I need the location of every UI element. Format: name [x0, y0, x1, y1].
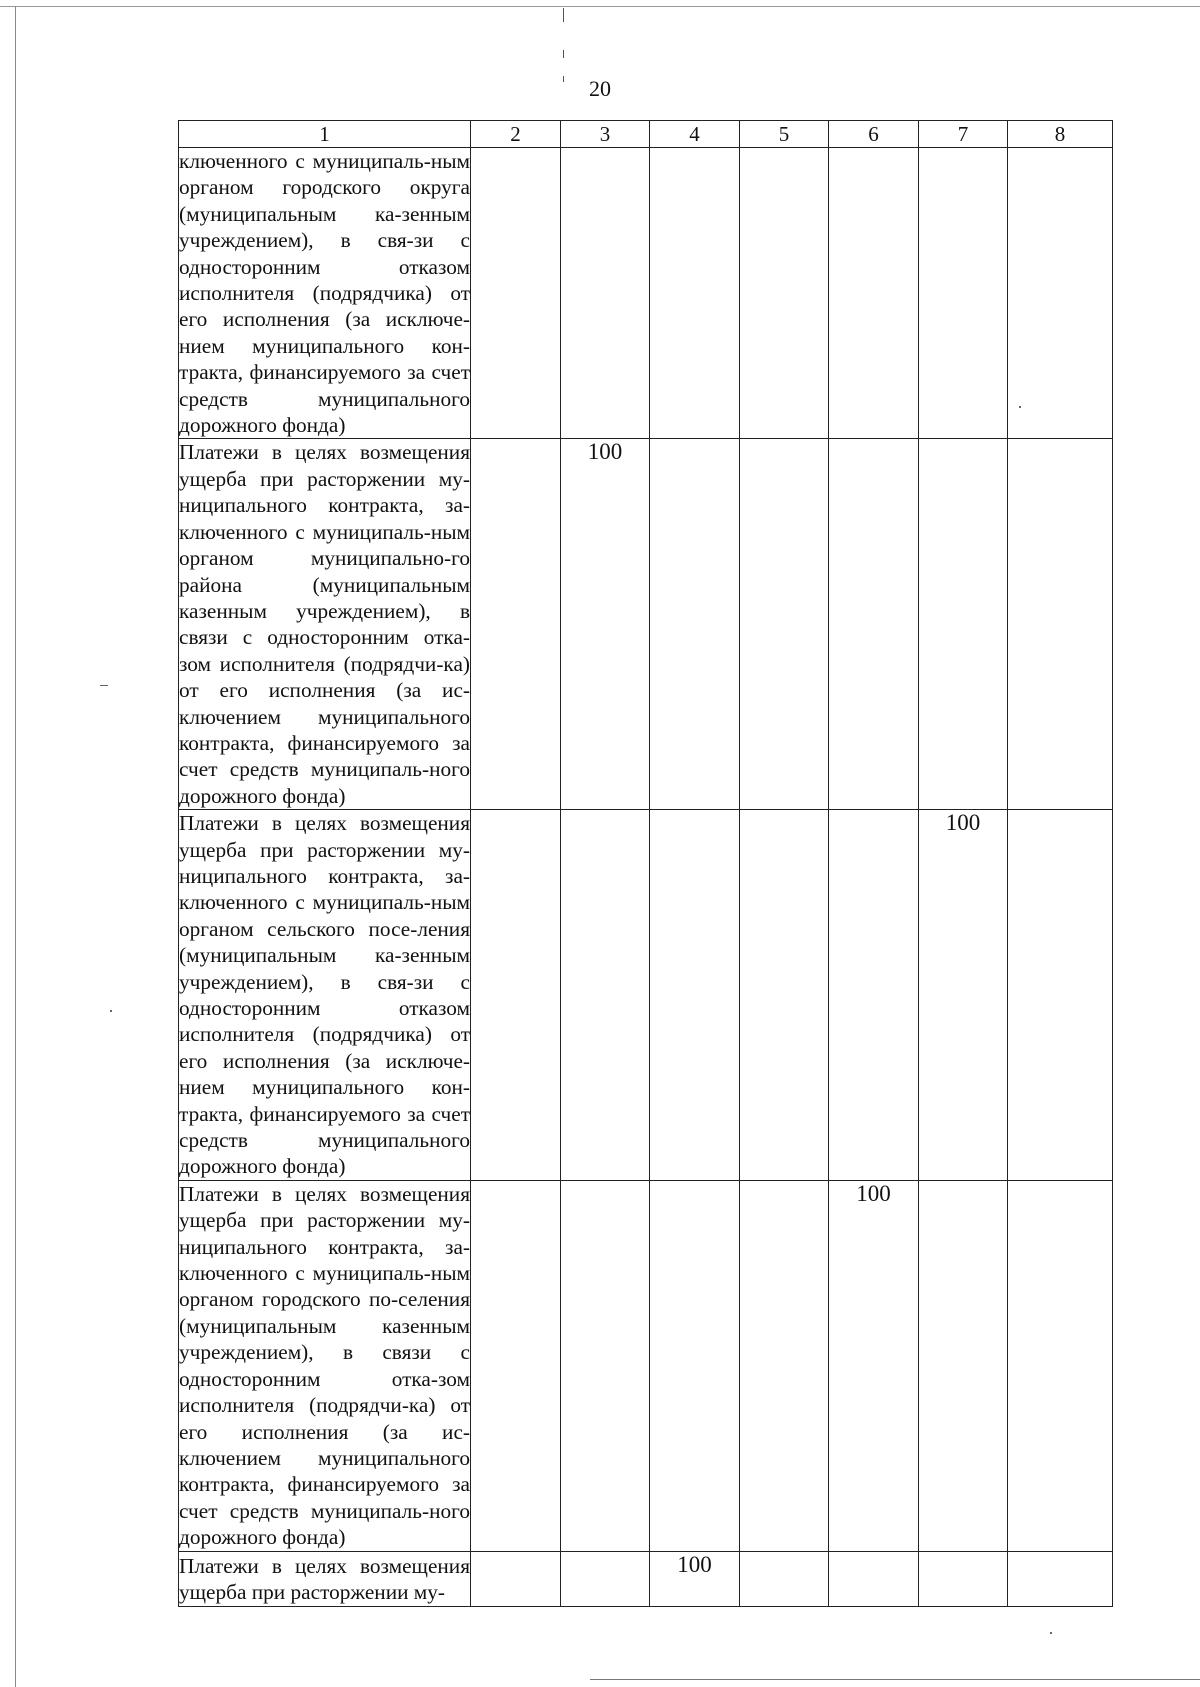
scan-speck — [1050, 1632, 1052, 1634]
column-header: 6 — [829, 121, 919, 148]
column-header: 7 — [919, 121, 1008, 148]
table-row — [179, 1180, 1113, 1551]
cell-value — [740, 1180, 829, 1551]
cell-value — [919, 439, 1008, 810]
scan-top-edge — [0, 6, 1200, 7]
cell-value — [471, 148, 561, 439]
cell-value — [740, 1551, 829, 1606]
column-header: 5 — [740, 121, 829, 148]
cell-value — [561, 810, 650, 1181]
scan-left-edge — [15, 6, 16, 1687]
table-row — [179, 439, 1113, 810]
cell-value — [471, 439, 561, 810]
row-description: Платежи в целях возмещения ущерба при расторжении му-ниципального контракта, за-ключенного с муниципаль-ным органом городского по-селения (муниципальным казенным учреждением), в связи с односторонним отка-зом исполнителя (подрядчи-ка) от его исполнения (за ис-ключением муниципального контракта, финансируемого за счет средств муниципаль-ного дорожного фонда) — [179, 1181, 470, 1550]
page-number: 20 — [589, 76, 611, 101]
column-header: 2 — [471, 121, 561, 148]
cell-value — [919, 1551, 1008, 1606]
column-header: 1 — [179, 121, 471, 148]
column-header: 8 — [1008, 121, 1113, 148]
table-row — [179, 1551, 1113, 1606]
cell-value — [1008, 148, 1113, 439]
cell-value: 100 — [561, 439, 650, 810]
cell-value: 100 — [919, 810, 1008, 1181]
cell-value — [1008, 810, 1113, 1181]
scan-speck — [110, 1010, 112, 1012]
cell-value — [650, 810, 740, 1181]
cell-value — [471, 1551, 561, 1606]
cell-value — [471, 810, 561, 1181]
cell-value — [561, 1180, 650, 1551]
cell-value — [740, 810, 829, 1181]
cell-value — [919, 148, 1008, 439]
scan-speck — [100, 685, 108, 686]
fold-mark — [563, 50, 564, 58]
cell-value — [650, 148, 740, 439]
cell-value: 100 — [829, 1180, 919, 1551]
cell-value — [829, 810, 919, 1181]
cell-value — [1008, 439, 1113, 810]
cell-value — [561, 148, 650, 439]
cell-value — [829, 439, 919, 810]
column-header: 4 — [650, 121, 740, 148]
cell-value — [1008, 1551, 1113, 1606]
column-header: 3 — [561, 121, 650, 148]
fold-mark — [563, 8, 564, 22]
header-row — [179, 121, 1113, 148]
cell-value — [740, 439, 829, 810]
table-row — [179, 810, 1113, 1181]
cell-value — [471, 1180, 561, 1551]
cell-value — [829, 1551, 919, 1606]
cell-value — [829, 148, 919, 439]
cell-value — [650, 1180, 740, 1551]
cell-value — [919, 1180, 1008, 1551]
cell-value: 100 — [650, 1551, 740, 1606]
cell-value — [561, 1551, 650, 1606]
cell-value — [650, 439, 740, 810]
payments-table — [178, 120, 1113, 1607]
cell-value — [1008, 1180, 1113, 1551]
row-description: Платежи в целях возмещения ущерба при расторжении му-ниципального контракта, за-ключенного с муниципаль-ным органом муниципально-го района (муниципальным казенным учреждением), в связи с односторонним отка-зом исполнителя (подрядчи-ка) от его исполнения (за ис-ключением муниципального контракта, финансируемого за счет средств муниципаль-ного дорожного фонда) — [179, 440, 470, 808]
scan-bottom-edge — [590, 1679, 1200, 1680]
table-row — [179, 148, 1113, 439]
row-description: Платежи в целях возмещения ущерба при расторжении му-ниципального контракта, за-ключенного с муниципаль-ным органом сельского посе-ления (муниципальным ка-зенным учреждением), в свя-зи с односторонним отказом исполнителя (подрядчика) от его исполнения (за исключе-нием муниципального кон-тракта, финансируемого за счет средств муниципального дорожного фонда) — [179, 811, 470, 1179]
row-description: ключенного с муниципаль-ным органом городского округа (муниципальным ка-зенным учреждением), в свя-зи с односторонним отказом исполнителя (подрядчика) от его исполнения (за исключе-нием муниципального кон-тракта, финансируемого за счет средств муниципального дорожного фонда) — [179, 149, 470, 438]
cell-value — [740, 148, 829, 439]
row-description: Платежи в целях возмещения ущерба при расторжении му- — [179, 1551, 471, 1606]
